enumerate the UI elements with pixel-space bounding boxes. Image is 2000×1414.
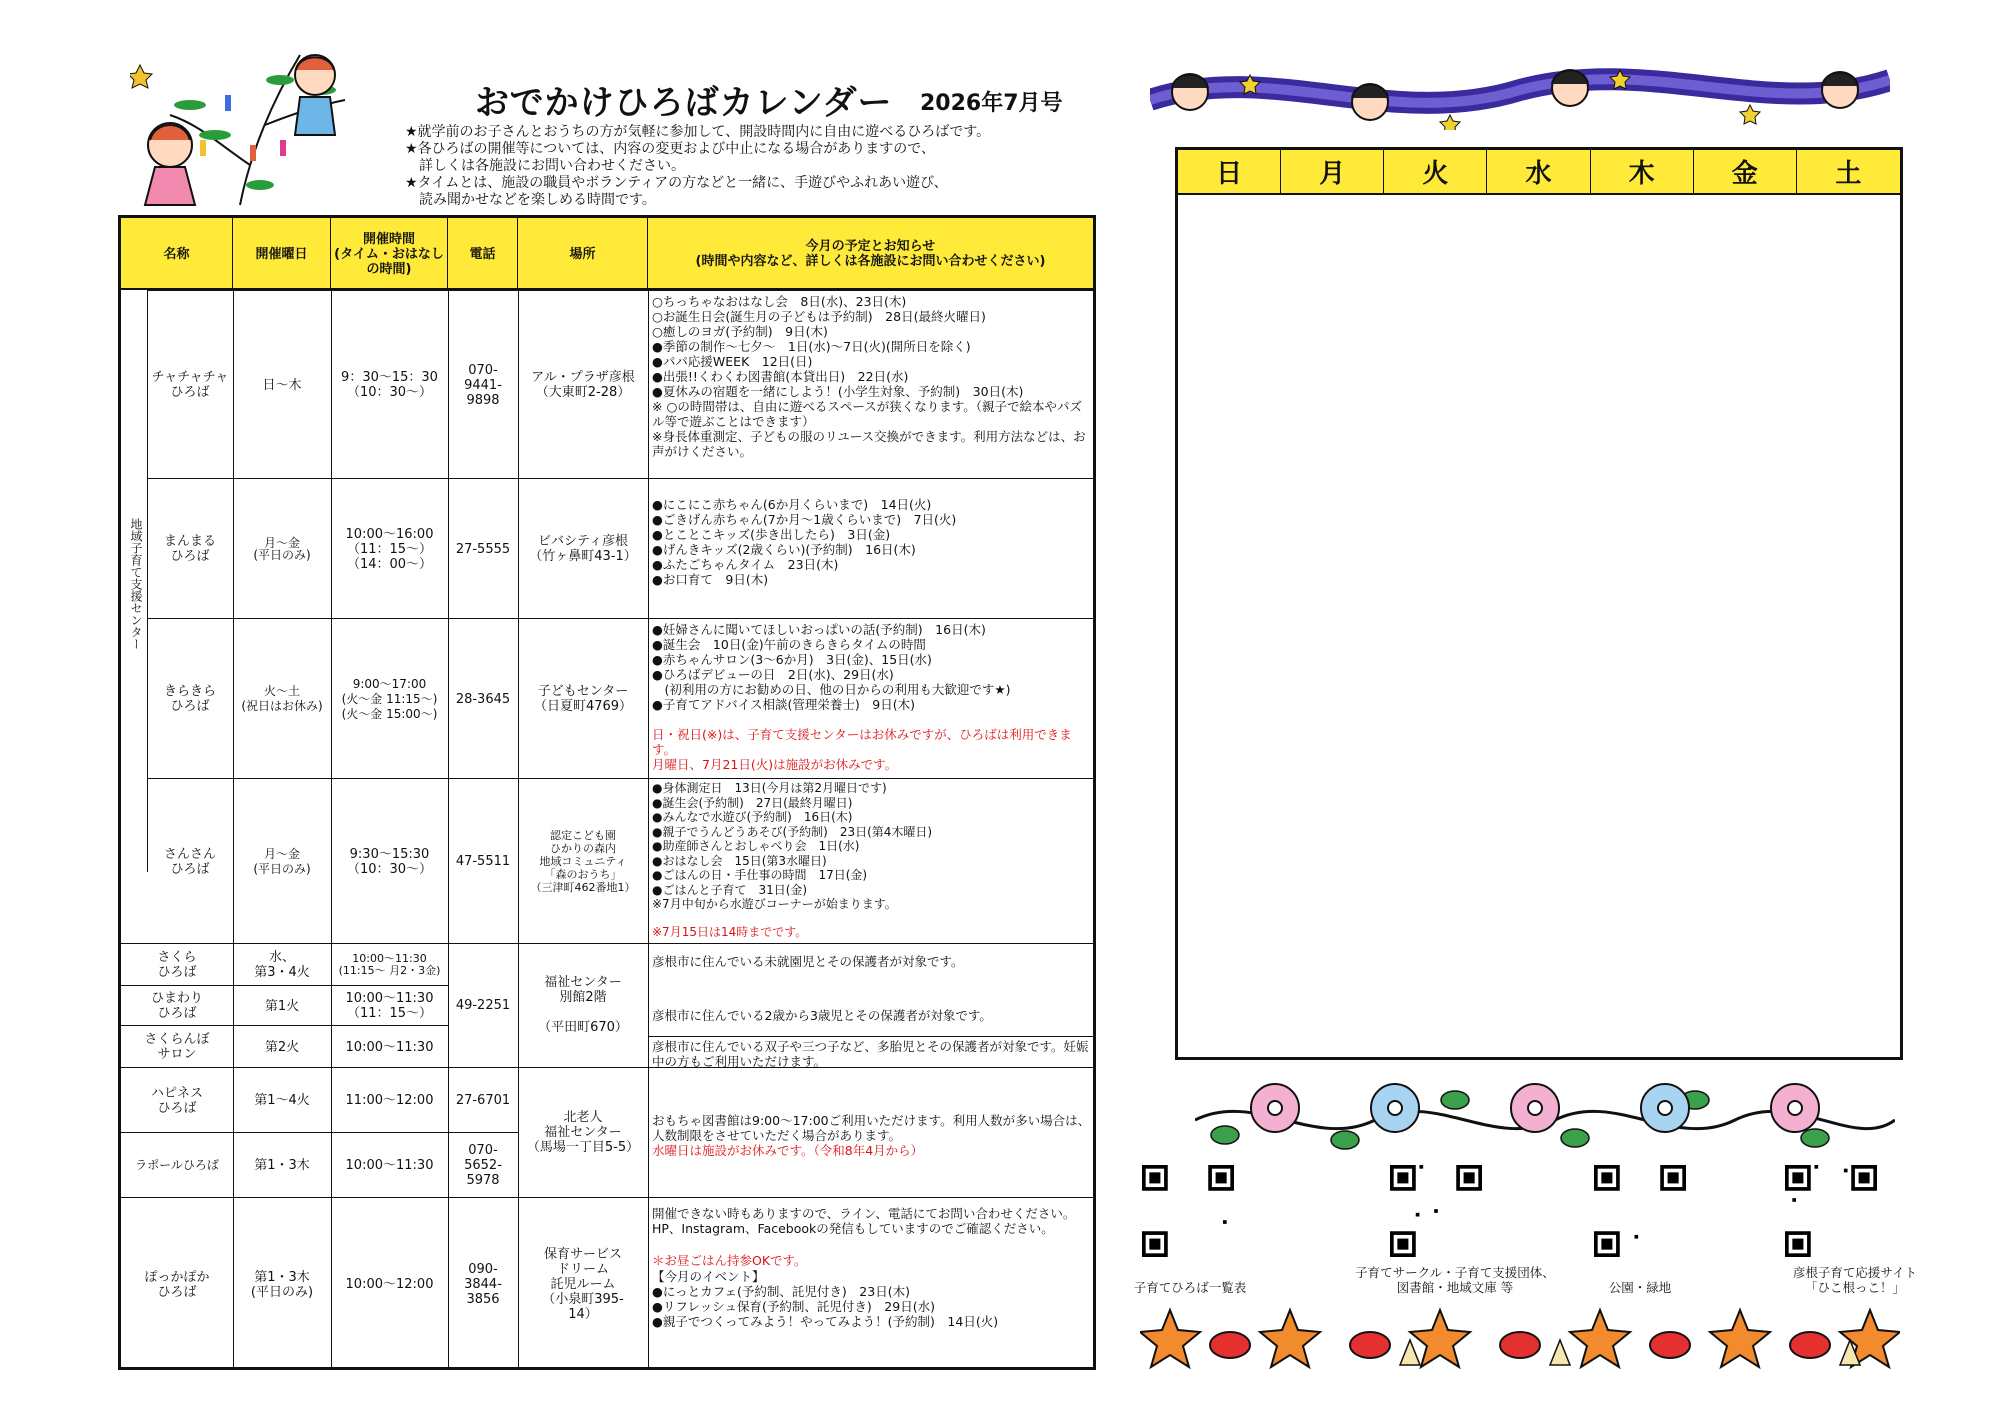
row-name: ラポールひろば — [135, 1158, 219, 1172]
row-tel: 47-5511 — [455, 854, 511, 869]
row-tel: 27-6701 — [455, 1093, 511, 1108]
row-time: 10:00〜11:30 （11：15〜） — [345, 991, 434, 1021]
milky-way-children-illustration — [1150, 60, 1890, 130]
qr-code-icon[interactable] — [1594, 1165, 1686, 1257]
row-days: 水、 第3・4火 — [254, 950, 310, 980]
row-days: 月〜金 (平日のみ) — [253, 536, 311, 562]
row-days: 第1火 — [264, 998, 300, 1014]
intro-text: ★就学前のお子さんとおうちの方が気軽に参加して、開設時間内に自由に遊べるひろばです。 ★各ひろばの開催等については、内容の変更および中止になる場合がありますので、 詳しくは各施設にお問い合わせください。 ★タイムとは、施設の職員やボランティアの方などと一緒に、手遊びやふれあい遊び、 読み聞かせなどを楽しめる時間です。 — [405, 124, 991, 208]
row-time: 10:00〜16:00 （11：15〜） （14：00〜） — [345, 526, 434, 572]
header-place: 場所 — [518, 218, 648, 290]
row-place: アル・プラザ彦根 （大東町2-28） — [531, 370, 635, 400]
qr-code-icon[interactable] — [1785, 1165, 1877, 1257]
row-tel: 28-3645 — [455, 691, 511, 707]
row-info: ●にこにこ赤ちゃん(6か月くらいまで) 14日(火) ●ごきげん赤ちゃん(7か月〜1歳くらいまで) 7日(火) ●とことこキッズ(歩き出したら) 3日(金) ●げんきキッズ(2歳くらい)(予約制) 16日(木) ●ふたごちゃんタイム 23日(木) ●お口育て 9日(木) — [652, 497, 957, 587]
row-info-events: 【今月のイベント】 ●にっとカフェ(予約制、託児付き) 23日(木) ●リフレッシュ保育(予約制、託児付き) 29日(水) ●親子でつくってみよう！やってみよう！(予約制) 14日(火) — [652, 1269, 999, 1329]
row-tel: 070- 9441- 9898 — [464, 362, 502, 408]
row-note: ＊お昼ごはん持参OKです。 — [652, 1253, 807, 1268]
row-info: 開催できない時もありますので、ライン、電話にてお問い合わせください。HP、Instagram、Facebookの発信もしていますのでご確認ください。 — [652, 1206, 1076, 1236]
row-tel: 27-5555 — [455, 541, 511, 557]
qr-label: 彦根子育て応援サイト 「ひこ根っこ！」 — [1792, 1265, 1918, 1295]
tanabata-children-illustration — [130, 45, 365, 215]
table-row — [147, 778, 1093, 943]
sakura-tel: 49-2251 — [455, 997, 511, 1013]
calendar-day-header: 日 — [1178, 150, 1281, 195]
calendar-day-header: 火 — [1384, 150, 1487, 195]
qr-label: 子育てひろば一覧表 — [1133, 1280, 1247, 1295]
table-row — [147, 618, 1093, 778]
qr-label: 子育てサークル・子育て支援団体、 図書館・地域文庫 等 — [1355, 1265, 1555, 1295]
row-place: 認定こども園 ひかりの森内 地域コミュニティ 「森のおうち」 （三津町462番地1） — [530, 829, 636, 894]
row-note: 日・祝日(※)は、子育て支援センターはお休みですが、ひろばは利用できます。 月曜日、7月21日(火)は施設がお休みです。 — [652, 727, 1072, 772]
issue-label: 2026年7月号 — [920, 91, 1063, 116]
header-days: 開催曜日 — [233, 218, 331, 290]
row-name: ハピネス ひろば — [150, 1085, 203, 1116]
row-days: 月〜金 (平日のみ) — [253, 846, 311, 876]
table-row — [121, 985, 448, 1025]
row-info: ●身体測定日 13日(今月は第2月曜日です) ●誕生会(予約制) 27日(最終月曜日) ●みんなで水遊び(予約制) 16日(木) ●親子でうんどうあそび(予約制) 23日(第4木曜日) ●助産師さんとおしゃべり会 1日(水) ●おはなし会 15日(第3水曜日) ●ごはんの日・手仕事の時間 17日(金) ●ごはんと子育て 31日(金) ※7月中旬から水遊びコーナーが始まります。 — [652, 781, 933, 911]
row-name: きらきら ひろば — [163, 684, 216, 714]
table-header — [121, 218, 1093, 290]
table-row-divider — [648, 1036, 1093, 1037]
row-note: ※7月15日は14時までです。 — [652, 925, 808, 939]
row-time: 10:00〜12:00 — [345, 1277, 434, 1292]
row-info: ○ちっちゃなおはなし会 8日(水)、23日(木) ○お誕生日会(誕生月の子どもは予約制) 28日(最終火曜日) ○癒しのヨガ(予約制) 9日(木) ●季節の制作〜七夕〜 1日(水)〜7日(火)(開所日を除く) ●パパ応援WEEK 12日(日) ●出張!!くわくわ図書館(本貸出日) 22日(水) ●夏休みの宿題を一緒にしよう！(小学生対象、予約制) 30日(木) ※ ○の時間帯は、自由に遊べるスペースが狭くなります。（親子で絵本やパズル等で遊ぶことはできます） ※身長体重測定、子どもの服のリユース交換ができます。利用方法などは、お声がけください。 — [652, 294, 1086, 459]
happiness-place: 北老人 福祉センター （馬場一丁目5-5） — [526, 1109, 640, 1155]
row-tel: 070- 5652- 5978 — [464, 1143, 502, 1188]
row-name: さくらんぼ サロン — [144, 1032, 210, 1062]
calendar — [1175, 147, 1903, 1060]
qr-label: 公園・緑地 — [1608, 1280, 1672, 1295]
row-name: まんまる ひろば — [163, 534, 216, 564]
row-place: ビバシティ彦根 （竹ヶ鼻町43-1） — [529, 534, 637, 564]
table-row — [121, 1132, 518, 1197]
happiness-info: おもちゃ図書館は9:00〜17:00ご利用いただけます。利用人数が多い場合は、人数制限をさせていただく場合があります。 — [652, 1113, 1091, 1143]
row-info: 彦根市に住んでいる双子や三つ子など、多胎児とその保護者が対象です。妊娠中の方もご利用いただけます。 — [652, 1039, 1089, 1069]
header-time: 開催時間 (タイム・おはなし の時間) — [331, 218, 448, 290]
row-time: 9：30〜15：30 （10：30〜） — [341, 370, 438, 400]
row-days: 第2火 — [264, 1039, 300, 1055]
table-row — [147, 290, 1093, 478]
table-row — [147, 478, 1093, 618]
calendar-day-header: 水 — [1487, 150, 1590, 195]
row-name: チャチャチャ ひろば — [151, 370, 229, 400]
row-time: 10:00〜11:30 — [345, 1039, 434, 1055]
qr-code-icon[interactable] — [1142, 1165, 1234, 1257]
table-row — [121, 1025, 448, 1067]
row-days: 日〜木 — [262, 377, 302, 393]
row-info: 彦根市に住んでいる2歳から3歳児とその保護者が対象です。 — [652, 1008, 992, 1023]
row-days: 第1・3木 (平日のみ) — [250, 1269, 314, 1300]
table-row — [121, 1197, 1093, 1370]
hiroba-table — [118, 215, 1096, 1370]
calendar-day-header: 土 — [1797, 150, 1900, 195]
row-name: ひまわり ひろば — [150, 991, 203, 1021]
row-time: 9:30〜15:30 （10：30〜） — [346, 846, 433, 877]
row-tel: 090- 3844- 3856 — [464, 1262, 502, 1307]
header-name: 名称 — [121, 218, 233, 290]
row-time: 11:00〜12:00 — [345, 1093, 434, 1108]
group-label: 地域子育て支援センター — [129, 518, 143, 650]
row-info: 彦根市に住んでいる未就園児とその保護者が対象です。 — [652, 954, 964, 969]
row-days: 火〜土 (祝日はお休み) — [241, 684, 323, 713]
row-name: ぽっかぽか ひろば — [144, 1269, 210, 1300]
header-info: 今月の予定とお知らせ (時間や内容など、詳しくは各施設にお問い合わせください) — [695, 239, 1046, 269]
happiness-note: 水曜日は施設がお休みです。（令和8年4月から） — [652, 1143, 924, 1158]
calendar-day-header: 金 — [1694, 150, 1797, 195]
row-name: さんさん ひろば — [163, 846, 216, 877]
row-place: 保育サービス ドリーム 託児ルーム （小泉町395- 14） — [542, 1247, 624, 1322]
page-title: おでかけひろばカレンダー — [475, 83, 893, 123]
calendar-day-header: 月 — [1281, 150, 1384, 195]
calendar-day-header: 木 — [1591, 150, 1694, 195]
row-info: ●妊婦さんに聞いてほしいおっぱいの話(予約制) 16日(木) ●誕生会 10日(金)午前のきらきらタイムの時間 ●赤ちゃんサロン(3〜6か月) 3日(金)、15日(水) ●ひろばデビューの日 2日(水)、29日(水) (初利用の方にお勧めの日、他の日からの利用も大歓迎です★) ●子育てアドバイス相談(管理栄養士) 9日(木) — [652, 622, 1011, 712]
morning-glory-illustration — [1195, 1080, 1895, 1155]
sakura-place: 福祉センター 別館2階 （平田町670） — [538, 975, 628, 1035]
row-days: 第1〜4火 — [254, 1093, 310, 1108]
row-time: 10:00〜11:30 — [345, 1158, 434, 1173]
row-days: 第1・3木 — [254, 1158, 310, 1173]
row-time: 9:00〜17:00 (火〜金 11:15〜) (火〜金 15:00〜) — [341, 676, 438, 721]
beach-crab-starfish-illustration — [1140, 1300, 1900, 1375]
qr-code-icon[interactable] — [1390, 1165, 1482, 1257]
row-place: 子どもセンター （日夏町4769） — [533, 684, 633, 714]
header-tel: 電話 — [448, 218, 518, 290]
row-time: 10:00〜11:30 (11:15〜 月2・3金) — [338, 952, 441, 977]
row-name: さくら ひろば — [157, 950, 197, 980]
